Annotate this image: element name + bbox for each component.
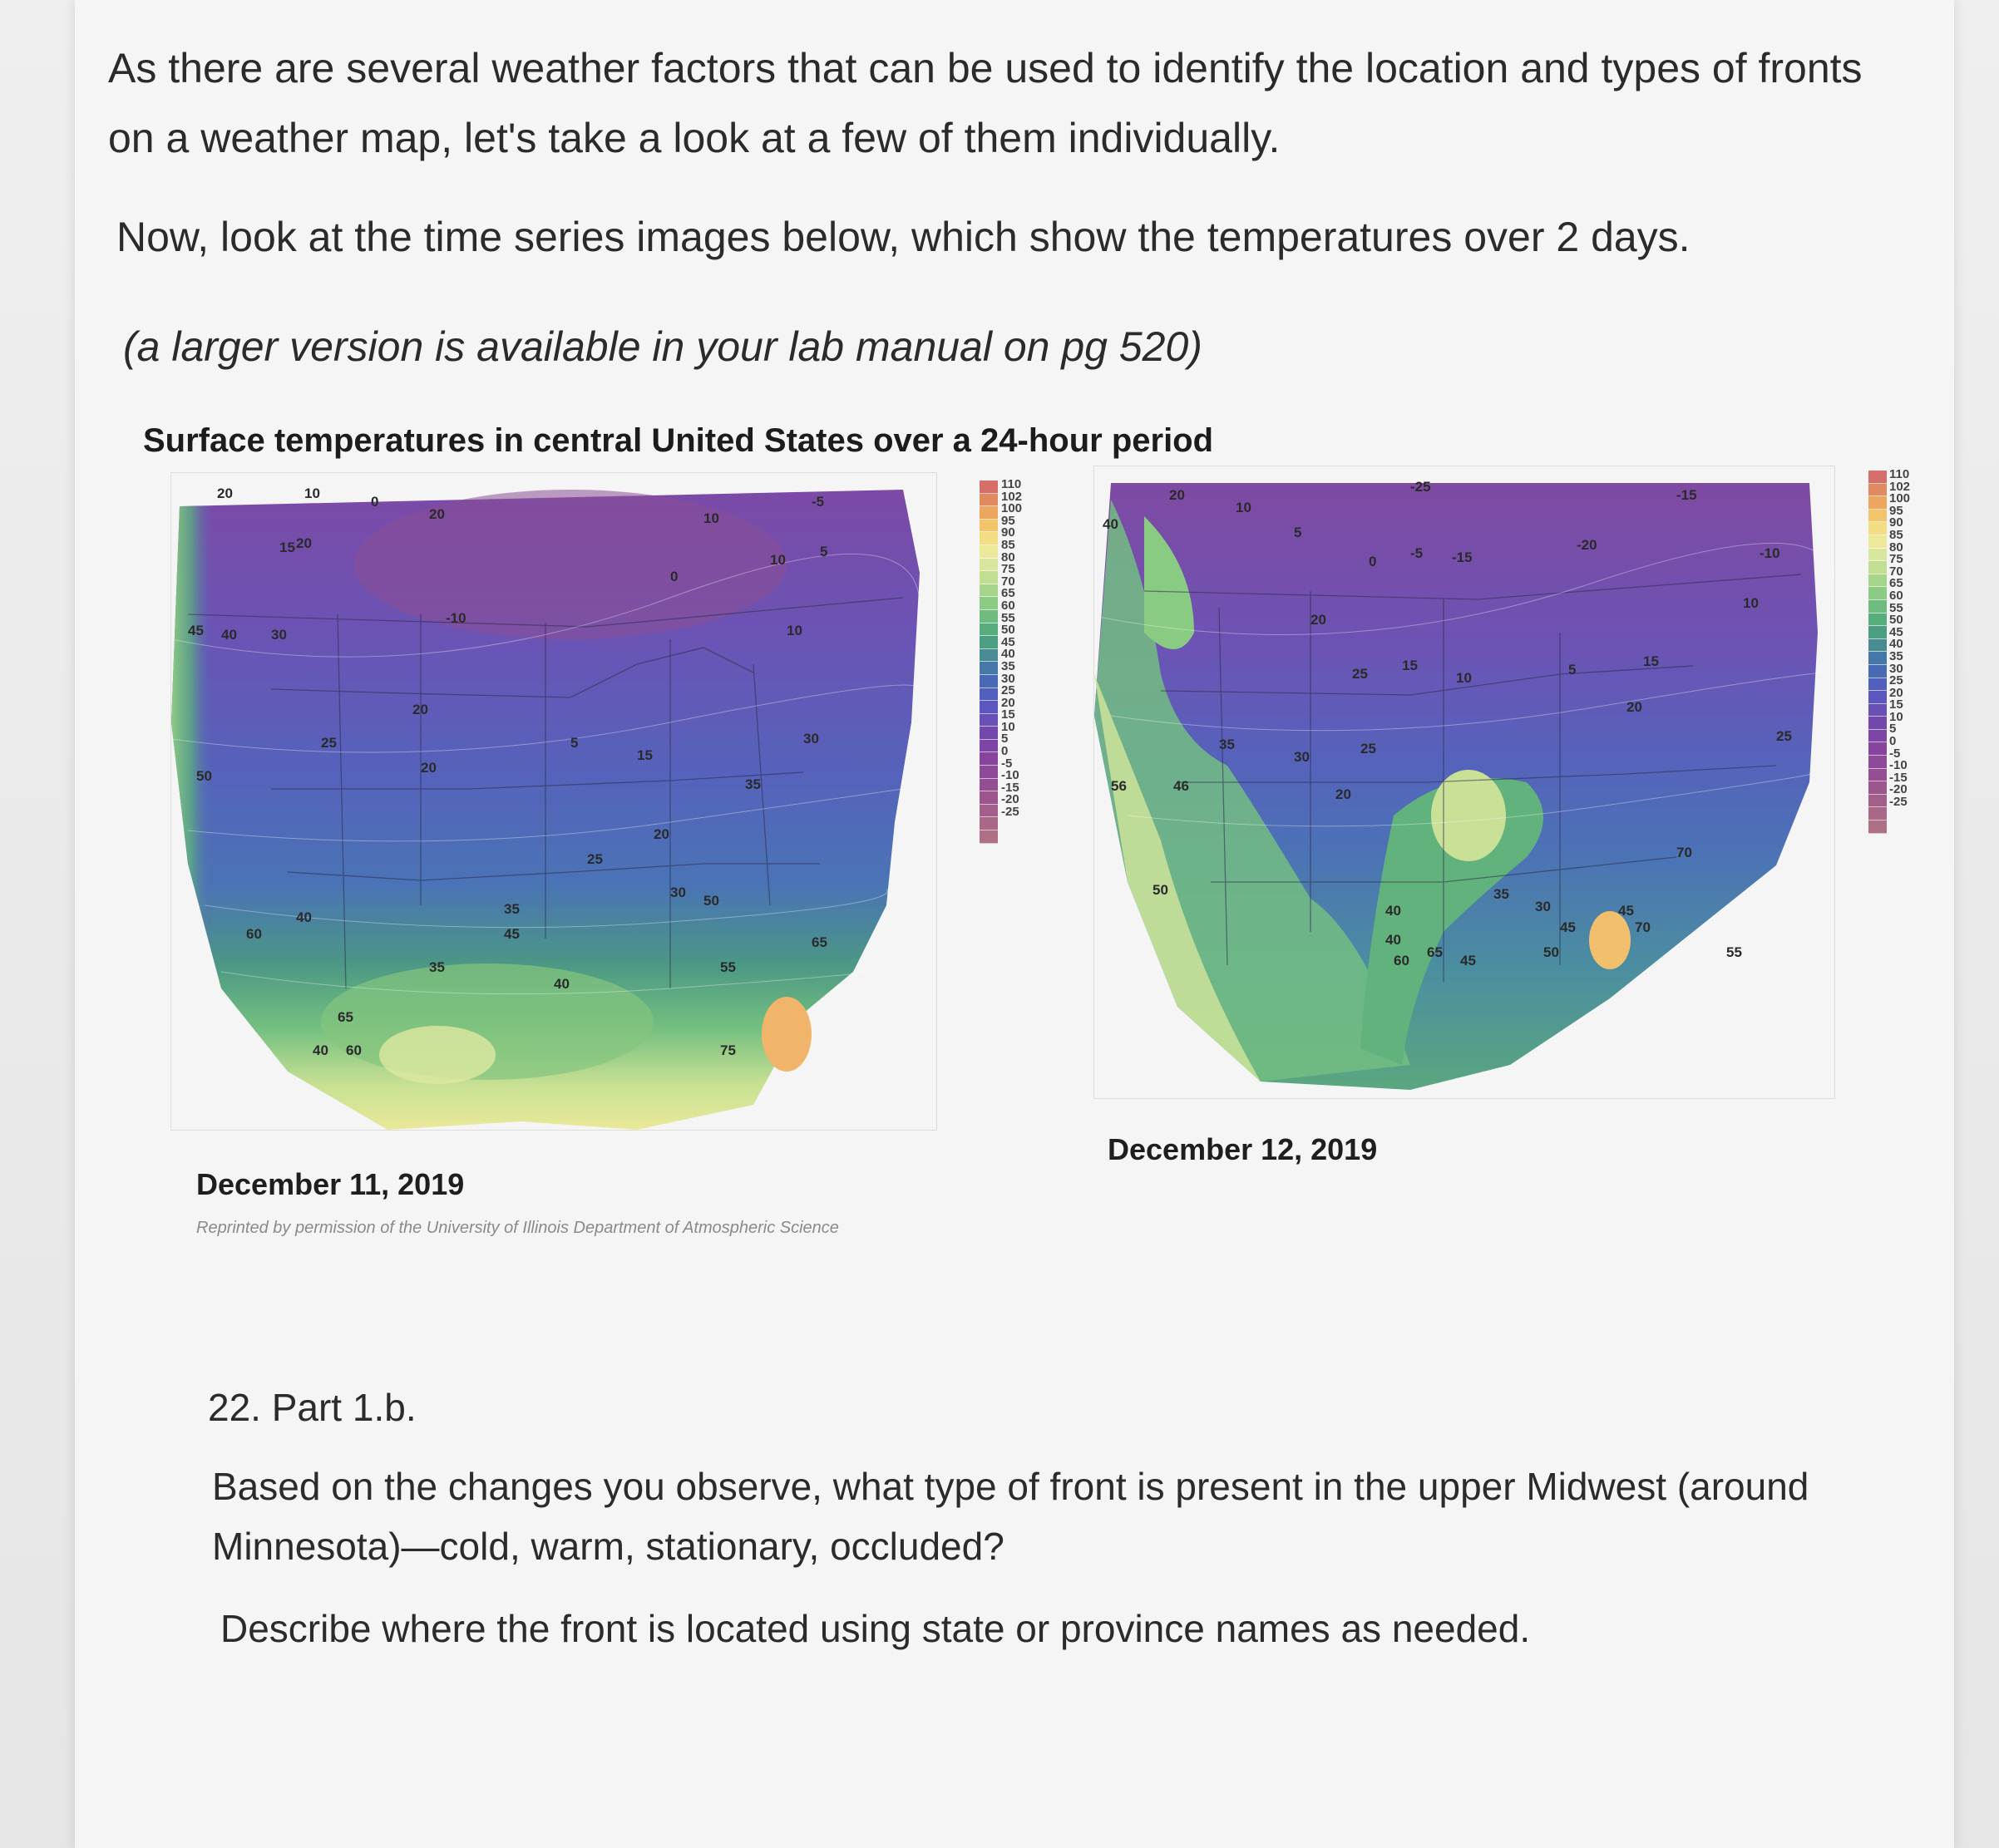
legend-value-label: 45 (1889, 624, 1903, 639)
legend-swatch (980, 520, 998, 533)
legend-value-label: 60 (1889, 588, 1903, 603)
isotherm-label: 10 (1743, 595, 1759, 611)
isotherm-label: 75 (720, 1042, 736, 1058)
legend-swatch (1868, 600, 1887, 614)
map-dec-12-graphic (1094, 466, 1834, 1098)
legend-value-label: 80 (1001, 549, 1015, 564)
legend-value-label: 65 (1001, 586, 1015, 601)
legend-value-label: 75 (1001, 562, 1015, 577)
legend-swatch (1868, 496, 1887, 510)
legend-value-label: 55 (1889, 600, 1903, 615)
isotherm-label: 5 (570, 735, 579, 751)
legend-swatch (1868, 535, 1887, 549)
legend-value-label: 15 (1001, 707, 1015, 722)
isotherm-label: 5 (820, 544, 828, 559)
legend-value-label: 40 (1001, 647, 1015, 662)
legend-value-label: 30 (1001, 671, 1015, 686)
legend-value-label: 85 (1001, 537, 1015, 552)
legend-value-label: 110 (1889, 467, 1910, 481)
isotherm-label: 0 (670, 569, 679, 584)
legend-values-dec-11 (1001, 479, 1022, 819)
legend-value-label: 65 (1889, 576, 1903, 591)
instruction-text: Now, look at the time series images below, which show the temperatures over 2 days. (116, 214, 1691, 260)
isotherm-label: 20 (217, 485, 233, 501)
legend-swatch (1868, 717, 1887, 730)
legend-swatch (980, 701, 998, 714)
legend-swatch (980, 545, 998, 559)
legend-value-label: 90 (1889, 515, 1903, 530)
isotherm-label: 65 (338, 1009, 353, 1025)
legend-swatch (980, 506, 998, 520)
legend-swatch (980, 623, 998, 637)
isotherm-label: 55 (1726, 944, 1742, 960)
legend-swatch (980, 752, 998, 766)
isotherm-label: 45 (188, 623, 204, 638)
legend-swatch (980, 610, 998, 623)
legend-value-label: 70 (1001, 574, 1015, 589)
isotherm-label: 10 (787, 623, 802, 638)
isotherm-label: 15 (1643, 653, 1659, 669)
legend-swatch (1868, 614, 1887, 627)
legend-swatch (1868, 795, 1887, 808)
isotherm-label: 25 (321, 735, 337, 751)
legend-swatch (1868, 549, 1887, 562)
isotherm-label: 50 (1153, 882, 1168, 898)
legend-swatch (980, 805, 998, 818)
legend-value-label: -25 (1001, 805, 1019, 820)
legend-value-label: 102 (1001, 489, 1023, 504)
isotherm-label: 35 (745, 776, 761, 792)
isotherm-label: 20 (421, 760, 437, 776)
isotherm-label: 10 (1236, 500, 1251, 515)
legend-swatch (980, 791, 998, 805)
legend-value-label: -10 (1001, 768, 1019, 783)
isotherm-label: 70 (1635, 919, 1651, 935)
isotherm-label: 45 (1618, 903, 1634, 919)
isotherm-label: 60 (246, 926, 262, 942)
isotherm-label: 40 (1385, 903, 1401, 919)
legend-swatch (1868, 781, 1887, 795)
temperature-map-dec-11 (170, 472, 937, 1131)
legend-value-label: -5 (1001, 756, 1013, 771)
legend-value-label: 35 (1001, 658, 1015, 673)
legend-value-label: 50 (1001, 623, 1015, 638)
legend-swatch (1868, 807, 1887, 821)
legend-value-label: -15 (1889, 770, 1908, 785)
isotherm-label: 0 (371, 494, 379, 510)
legend-value-label: -5 (1889, 746, 1901, 761)
legend-swatch (980, 675, 998, 688)
isotherm-label: 56 (1111, 778, 1127, 794)
isotherm-label: 45 (504, 926, 520, 942)
legend-swatch (980, 714, 998, 727)
isotherm-label: 30 (1294, 749, 1310, 765)
isotherm-label: 5 (1294, 525, 1302, 540)
legend-swatch (1868, 471, 1887, 484)
legend-swatch (980, 649, 998, 663)
legend-value-label: 110 (1001, 477, 1022, 491)
legend-swatch (1868, 626, 1887, 639)
question-number: 22. Part 1.b. (208, 1386, 417, 1429)
legend-swatch (1868, 561, 1887, 574)
isotherm-label: 20 (1169, 487, 1185, 503)
isotherm-label: 20 (1335, 786, 1351, 802)
legend-value-label: 85 (1889, 527, 1903, 542)
isotherm-label: -10 (446, 610, 466, 626)
legend-swatch (1868, 522, 1887, 535)
isotherm-label: 40 (1103, 516, 1118, 532)
legend-swatch (1868, 665, 1887, 678)
isotherm-label: 55 (720, 959, 736, 975)
legend-value-label: 25 (1889, 673, 1903, 688)
legend-swatch (980, 494, 998, 507)
legend-swatch (980, 571, 998, 584)
legend-value-label: 80 (1889, 540, 1903, 554)
isotherm-label: -5 (1410, 545, 1424, 561)
legend-value-label: 15 (1889, 697, 1903, 712)
legend-swatch (980, 817, 998, 830)
legend-value-label: 95 (1001, 513, 1015, 528)
legend-swatch (980, 636, 998, 649)
isotherm-label: 70 (1676, 845, 1692, 860)
legend-value-label: 55 (1001, 610, 1015, 625)
legend-value-label: 10 (1001, 719, 1015, 734)
isotherm-label: 10 (1456, 670, 1472, 686)
legend-swatch (980, 662, 998, 675)
isotherm-label: 0 (1369, 554, 1377, 569)
isotherm-label: 65 (1427, 944, 1443, 960)
legend-swatch (1868, 691, 1887, 704)
isotherm-label: 20 (412, 702, 428, 717)
isotherm-label: 30 (670, 885, 686, 900)
isotherm-label: 25 (1360, 741, 1376, 756)
legend-swatch (980, 597, 998, 610)
isotherm-label: 20 (296, 535, 312, 551)
isotherm-label: 50 (1543, 944, 1559, 960)
isotherm-label: 60 (346, 1042, 362, 1058)
legend-swatch (1868, 510, 1887, 523)
legend-swatch (1868, 742, 1887, 756)
map-dec-11-graphic (171, 473, 936, 1130)
temperature-legend-dec-12 (1868, 471, 1887, 834)
isotherm-label: 15 (279, 540, 295, 555)
isotherm-label: 20 (1626, 699, 1642, 715)
isotherm-label: 35 (1493, 886, 1509, 902)
isotherm-label: 40 (221, 627, 237, 643)
isotherm-label: 35 (504, 901, 520, 917)
isotherm-label: 15 (1402, 658, 1418, 673)
legend-swatch (980, 779, 998, 792)
legend-swatch (980, 584, 998, 598)
isotherm-label: 50 (703, 893, 719, 909)
legend-value-label: 5 (1001, 732, 1009, 747)
legend-swatch (1868, 756, 1887, 769)
legend-value-label: -15 (1001, 780, 1019, 795)
legend-value-label: 5 (1889, 722, 1897, 737)
legend-swatch (980, 766, 998, 779)
legend-value-label: 0 (1001, 744, 1009, 759)
legend-value-label: 95 (1889, 503, 1903, 518)
isotherm-label: 25 (1352, 666, 1368, 682)
isotherm-label: 45 (1560, 919, 1576, 935)
isotherm-label: 30 (1535, 899, 1551, 914)
legend-value-label: 100 (1001, 501, 1023, 516)
legend-value-label: 10 (1889, 709, 1903, 724)
isotherm-label: 60 (1394, 953, 1409, 968)
isotherm-label: 10 (304, 485, 320, 501)
legend-swatch (980, 727, 998, 740)
legend-swatch (1868, 678, 1887, 692)
legend-swatch (980, 688, 998, 702)
legend-value-label: 90 (1001, 525, 1015, 540)
isotherm-label: 10 (770, 552, 786, 568)
legend-value-label: 102 (1889, 479, 1911, 494)
legend-value-label: 25 (1001, 683, 1015, 698)
temperature-map-dec-12 (1093, 466, 1835, 1099)
legend-swatch (1868, 730, 1887, 743)
isotherm-label: 10 (703, 510, 719, 526)
figure-title: Surface temperatures in central United States over a 24-hour period (143, 422, 1214, 459)
isotherm-label: 46 (1173, 778, 1189, 794)
date-dec-12: December 12, 2019 (1108, 1132, 1378, 1166)
isotherm-label: 35 (429, 959, 445, 975)
temperature-legend-dec-11 (980, 480, 998, 844)
isotherm-label: -20 (1577, 537, 1597, 553)
legend-value-label: 100 (1889, 491, 1911, 506)
question-text: Based on the changes you observe, what type of front is present in the upper Midwest (around Minnesota)—cold, warm, stationary, occluded? (212, 1465, 1809, 1568)
isotherm-label: 40 (554, 976, 570, 992)
legend-swatch (1868, 704, 1887, 717)
isotherm-label: -10 (1760, 545, 1780, 561)
intro-paragraph: As there are several weather factors that can be used to identify the location and types of fronts on a weather map, let's take a look at a few of them individually. (108, 45, 1863, 161)
isotherm-label: -15 (1676, 487, 1697, 503)
legend-swatch (1868, 639, 1887, 653)
legend-swatch (980, 532, 998, 545)
legend-value-label: 45 (1001, 634, 1015, 649)
legend-swatch (1868, 587, 1887, 600)
legend-swatch (1868, 652, 1887, 665)
legend-swatch (1868, 484, 1887, 497)
legend-swatch (1868, 574, 1887, 588)
isotherm-label: 40 (296, 909, 312, 925)
isotherm-label: 40 (313, 1042, 328, 1058)
legend-value-label: 60 (1001, 598, 1015, 613)
legend-swatch (980, 480, 998, 494)
isotherm-label: 15 (637, 747, 653, 763)
isotherm-label: 5 (1568, 662, 1577, 678)
legend-swatch (980, 740, 998, 753)
lab-manual-note: (a larger version is available in your lab manual on pg 520) (123, 323, 1202, 370)
legend-value-label: 50 (1889, 613, 1903, 628)
legend-value-label: -10 (1889, 758, 1908, 773)
legend-value-label: 75 (1889, 552, 1903, 567)
isotherm-label: 25 (1776, 728, 1792, 744)
question-describe: Describe where the front is located using state or province names as needed. (220, 1607, 1531, 1650)
isotherm-label: 35 (1219, 737, 1235, 752)
isotherm-label: 45 (1460, 953, 1476, 968)
legend-value-label: -20 (1889, 782, 1908, 797)
image-credit: Reprinted by permission of the University of Illinois Department of Atmospheric Science (196, 1219, 839, 1237)
legend-value-label: 70 (1889, 564, 1903, 579)
legend-value-label: -20 (1001, 792, 1019, 807)
legend-value-label: 35 (1889, 648, 1903, 663)
legend-value-label: 20 (1001, 695, 1015, 710)
isotherm-label: -25 (1410, 479, 1431, 495)
isotherm-label: 20 (1310, 612, 1326, 628)
legend-swatch (980, 830, 998, 844)
isotherm-label: 65 (812, 934, 827, 950)
legend-value-label: 30 (1889, 661, 1903, 676)
legend-value-label: 40 (1889, 637, 1903, 652)
date-dec-11: December 11, 2019 (196, 1167, 465, 1201)
isotherm-label: 50 (196, 768, 212, 784)
isotherm-label: 40 (1385, 932, 1401, 948)
legend-value-label: 0 (1889, 734, 1897, 749)
legend-value-label: -25 (1889, 795, 1908, 810)
isotherm-label: 25 (587, 851, 603, 867)
isotherm-label: 30 (803, 731, 819, 747)
legend-value-label: 20 (1889, 685, 1903, 700)
isotherm-label: 30 (271, 627, 287, 643)
legend-swatch (1868, 821, 1887, 834)
isotherm-label: -5 (812, 494, 825, 510)
isotherm-label: 20 (429, 506, 445, 522)
isotherm-label: 20 (654, 826, 669, 842)
legend-values-dec-12 (1889, 469, 1910, 809)
isotherm-label: -15 (1452, 549, 1473, 565)
legend-swatch (1868, 769, 1887, 782)
legend-swatch (980, 559, 998, 572)
